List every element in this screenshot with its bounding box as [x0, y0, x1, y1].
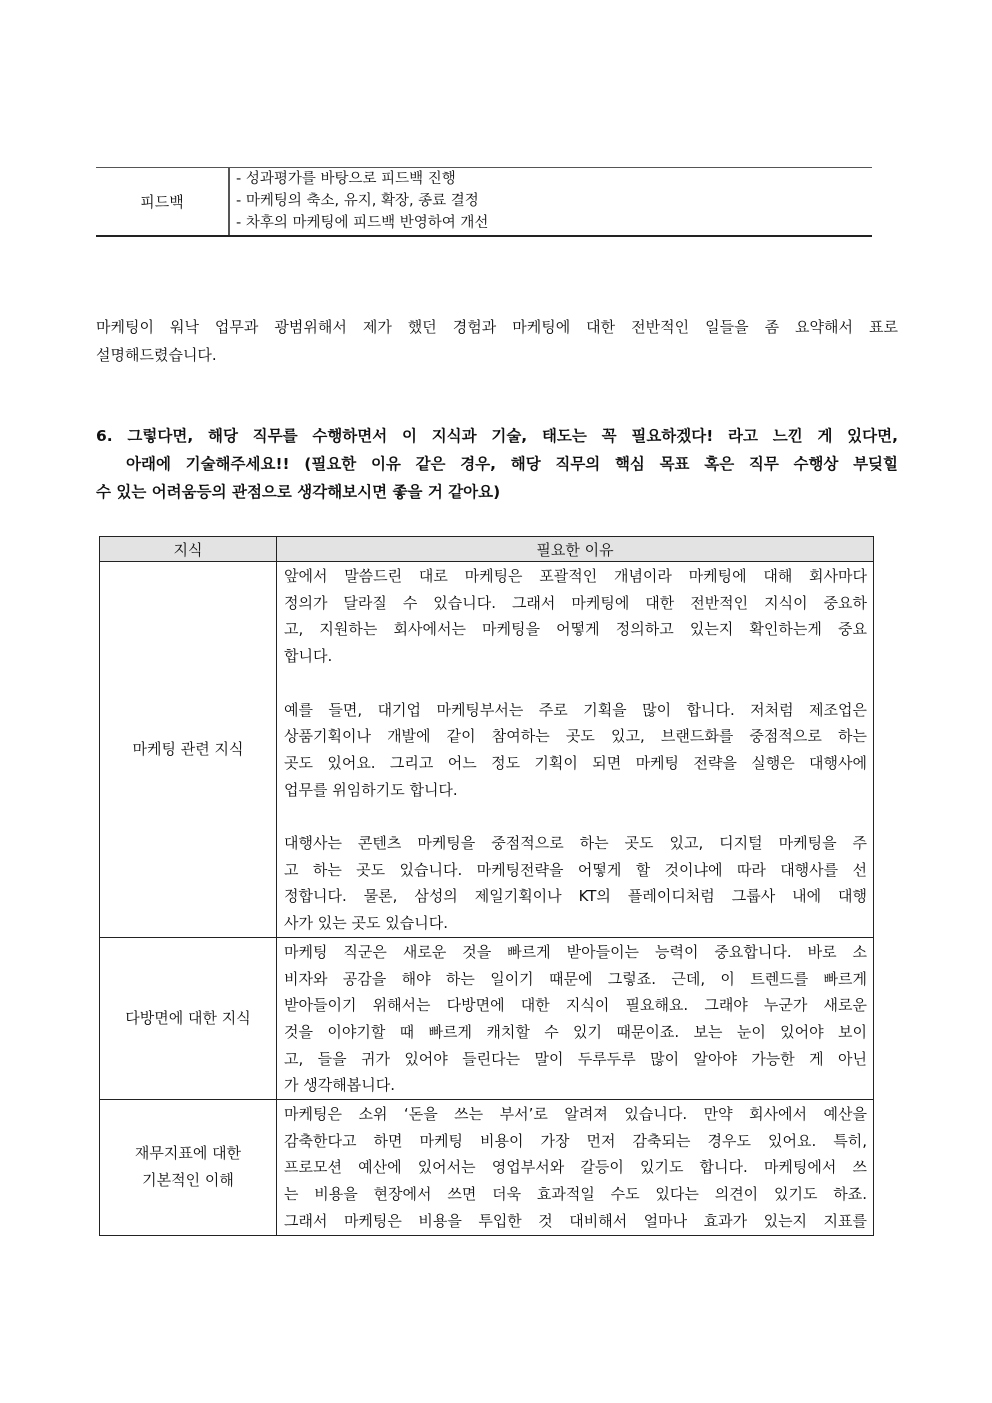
reason-line: 고, 들을 귀가 있어야 들린다는 말이 두루두루 많이 알아야 가능한 게 아닌: [284, 1049, 867, 1068]
table-row: [100, 1100, 874, 1236]
summary-line: 설명해드렸습니다.: [96, 346, 217, 364]
feedback-item: - 마케팅의 축소, 유지, 확장, 종료 결정: [236, 193, 479, 209]
reason-line: 감축한다고 하면 마케팅 비용이 가장 먼저 감축되는 경우도 있어요. 특히,: [284, 1131, 867, 1150]
summary-line: 마케팅이 워낙 업무과 광범위해서 제가 했던 경험과 마케팅에 대한 전반적인 일들을 좀 요약해서 표로: [96, 318, 898, 336]
feedback-table: [96, 167, 872, 237]
question-line: 수 있는 어려움등의 관점으로 생각해보시면 좋을 거 같아요): [96, 483, 501, 501]
reason-line: 는 비용을 현장에서 쓰면 더욱 효과적일 수도 있다는 의견이 있기도 하죠.: [284, 1185, 867, 1204]
reason-line: 비자와 공감을 해야 하는 일이기 때문에 그렇죠. 근데, 이 트렌드를 빠르게: [284, 969, 867, 988]
reason-line: 것을 이야기할 때 빠르게 캐치할 수 있기 때문이죠. 보는 눈이 있어야 보이: [284, 1022, 867, 1041]
reason-line: 마케팅은 소위 ‘돈을 쓰는 부서’로 알려져 있습니다. 만약 회사에서 예산을: [284, 1105, 867, 1124]
header-reason: 필요한 이유: [277, 537, 874, 562]
reason-line: 예를 들면, 대기업 마케팅부서는 주로 기획을 많이 합니다. 저처럼 제조업은: [284, 700, 867, 719]
question-line: 6. 그렇다면, 해당 직무를 수행하면서 이 지식과 기술, 태도는 꼭 필요하겠다! 라고 느낀 게 있다면,: [96, 427, 898, 445]
reason-line: 마케팅 직군은 새로운 것을 빠르게 받아들이는 능력이 중요합니다. 바로 소: [284, 942, 867, 961]
reason-line: 사가 있는 곳도 있습니다.: [284, 914, 448, 933]
reason-cell: [277, 562, 874, 938]
reason-line: 상품기획이나 개발에 같이 참여하는 곳도 있고, 브랜드화를 중점적으로 하는: [284, 727, 867, 746]
feedback-item: - 차후의 마케팅에 피드백 반영하여 개선: [236, 215, 489, 231]
knowledge-cell: 마케팅 관련 지식: [100, 562, 277, 938]
reason-line: 가 생각해봅니다.: [284, 1076, 395, 1095]
reason-line: 고, 지원하는 회사에서는 마케팅을 어떻게 정의하고 있는지 확인하는게 중요: [284, 620, 867, 639]
knowledge-table: [99, 536, 874, 1236]
question-heading: [96, 422, 898, 506]
blank-line: [284, 670, 867, 697]
reason-line: 프로모션 예산에 있어서는 영업부서와 갈등이 있기도 합니다. 마케팅에서 쓰: [284, 1158, 867, 1177]
reason-line: 곳도 있어요. 그리고 어느 정도 기획이 되면 마케팅 전략을 실행은 대행사에: [284, 753, 867, 772]
summary-paragraph: [96, 313, 898, 369]
question-line: 아래에 기술해주세요!! (필요한 이유 같은 경우, 해당 직무의 핵심 목표 혹은 직무 수행상 부딪힐: [126, 455, 898, 473]
reason-line: 고 하는 곳도 있습니다. 마케팅전략을 어떻게 할 것이냐에 따라 대행사를 선: [284, 860, 867, 879]
feedback-item: - 성과평가를 바탕으로 피드백 진행: [236, 171, 456, 187]
blank-line: [284, 803, 867, 830]
knowledge-line: 재무지표에 대한: [134, 1144, 242, 1163]
reason-cell: [277, 937, 874, 1099]
reason-line: 정의가 달라질 수 있습니다. 그래서 마케팅에 대한 전반적인 지식이 중요하: [284, 593, 867, 612]
header-knowledge: 지식: [100, 537, 277, 562]
knowledge-cell: [100, 1100, 277, 1236]
reason-line: 합니다.: [284, 647, 333, 666]
knowledge-line: 기본적인 이해: [142, 1171, 234, 1190]
reason-line: 받아들이기 위해서는 다방면에 대한 지식이 필요해요. 그래야 누군가 새로운: [284, 996, 867, 1015]
reason-line: 대행사는 콘텐츠 마케팅을 중점적으로 하는 곳도 있고, 디지털 마케팅을 주: [284, 834, 867, 852]
reason-cell: [277, 1100, 874, 1236]
knowledge-cell: 다방면에 대한 지식: [100, 937, 277, 1099]
reason-line: 업무를 위임하기도 합니다.: [284, 780, 458, 799]
table-header-row: [100, 537, 874, 562]
reason-line: 앞에서 말씀드린 대로 마케팅은 포괄적인 개념이라 마케팅에 대해 회사마다: [284, 567, 867, 585]
table-row: [100, 562, 874, 938]
reason-line: 정합니다. 물론, 삼성의 제일기획이나 KT의 플레이디처럼 그룹사 내에 대행: [284, 887, 867, 906]
table-row: [100, 937, 874, 1099]
feedback-items: [230, 168, 872, 235]
feedback-label: 피드백: [96, 168, 230, 235]
reason-line: 그래서 마케팅은 비용을 투입한 것 대비해서 얼마나 효과가 있는지 지표를: [284, 1211, 867, 1230]
